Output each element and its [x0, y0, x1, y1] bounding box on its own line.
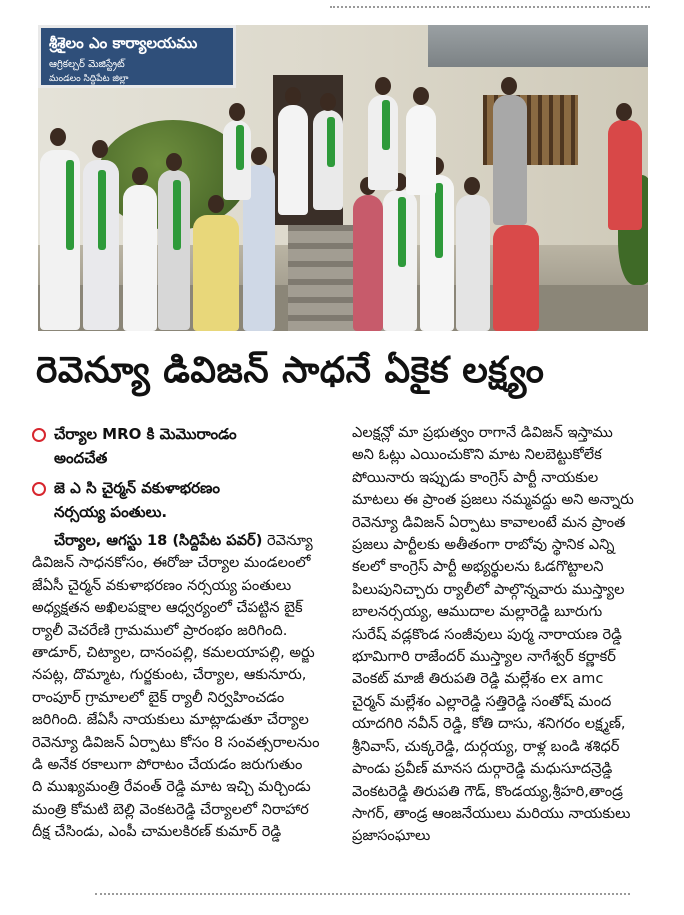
article-line: సురేష్ వడ్లకొండ సంజీవులు పుర్మ నారాయణ రెడ్డి — [352, 625, 622, 643]
article-line: కలలో కాంగ్రెస్ పార్టీ అభ్యర్థులను ఓడగొట్టాలని — [352, 558, 604, 576]
highlight-line: చేర్యాల MRO కి మెమొరాండం — [54, 425, 237, 443]
highlight-item — [32, 422, 340, 470]
article-line: బాలనర్సయ్య, ఆముదాల మల్లారెడ్డి బూరుగు — [352, 603, 603, 621]
signboard-subtitle: ఆగ్రికల్చర్ మెజిస్ట్రేట్ — [49, 59, 125, 70]
bullet-ring-icon — [32, 482, 46, 496]
article-line: ది ముఖ్యమంత్రి రేవంత్ రెడ్డి మాట ఇచ్చి మర్చిండు — [32, 778, 311, 796]
article-line: రాంపూర్ గ్రామాలలో బైక్ ర్యాలీ నిర్వహించడం — [32, 688, 285, 706]
article-line: డి అనేక రకాలుగా పోరాటం చేయడం జరుగుతుం — [32, 756, 303, 774]
right-column — [352, 422, 652, 848]
article-line: పిలుపునిచ్చారు ర్యాలీలో పాల్గొన్నవారు ముస్త్యాల — [352, 580, 625, 598]
article-line: తాడూర్, చిట్యాల, దానంపల్లి, కమలయాపల్లి, అర్జు — [32, 644, 315, 662]
article-line: సాగర్, తాండ్ర ఆంజనేయులు మరియు నాయకులు — [352, 804, 631, 822]
article-line: భూమిగారి రాజేందర్ ముస్త్యాల నాగేశ్వర్ కర్ణాకర్ — [352, 648, 616, 666]
article-line: జరిగింది. జేఏసీ నాయకులు మాట్లాడుతూ చేర్యాల — [32, 711, 309, 729]
article-text: రెవెన్యూ — [267, 532, 313, 549]
article-line: పాండు ప్రవీణ్ మానస దుర్గారెడ్డి మధుసూదన్రెడ్డి — [352, 760, 613, 778]
highlight-line: జె ఎ సి చైర్మన్ వకుళాభరణం — [54, 479, 220, 497]
highlights — [32, 422, 340, 530]
signboard-district: మండలం సిద్దిపేట జిల్లా — [49, 74, 129, 84]
article-line: మాటలు ఈ ప్రాంత ప్రజలు నమ్మవద్దు అని అన్నారు — [352, 491, 634, 509]
article-line: వెంకటరెడ్డి తిరుపతి గౌడ్, కొండయ్య,శ్రీహరి,తాండ్ర — [352, 782, 623, 800]
top-divider — [330, 6, 650, 8]
article-line: జేఏసీ చైర్మన్ వకుళాభరణం నర్సయ్య పంతులు — [32, 576, 292, 594]
office-signboard — [38, 25, 236, 88]
article-line: నపట్ల, దొమ్మాట, గుర్జకుంట, చేర్యాల, ఆకునూరు, — [32, 666, 307, 684]
article-line: శ్రీనివాస్, చుక్కరెడ్డి, దుర్గయ్య, రాళ్ల బండి శశిధర్ — [352, 737, 620, 755]
article-line: ర్యాలీ వెచరేణి గ్రామములో ప్రారంభం జరిగింది. — [32, 621, 288, 639]
article-line: అధ్యక్షతన అఖిలపక్షాల ఆధ్వర్యంలో చేపట్టిన బైక్ — [32, 599, 303, 617]
article-line: ఎలక్షన్లో మా ప్రభుత్వం రాగానే డివిజన్ ఇస్తాము — [352, 424, 613, 441]
highlight-line: అందచేత — [54, 449, 108, 467]
article-line: దీక్ష చేసిండు, ఎంపీ చామలకిరణ్ కుమార్ రెడ్డి — [32, 823, 282, 841]
article-line: డివిజన్ సాధనకోసం, ఈరోజు చేర్యాల మండలంలో — [32, 554, 311, 572]
bottom-divider — [95, 893, 630, 895]
news-photo — [38, 25, 648, 331]
article-line: మంత్రి కోమటి బెల్లి వెంకటరెడ్డి చేర్యాలలో నిరాహార — [32, 800, 309, 818]
article-dateline: చేర్యాల, ఆగస్టు 18 (సిద్దిపేట పవర్) — [54, 532, 263, 549]
article-line: రెవెన్యూ డివిజన్ ఏర్పాటు కోసం 8 సంవత్సరాలనుం — [32, 733, 320, 751]
highlight-line: నర్సయ్య పంతులు. — [54, 503, 168, 521]
signboard-title: శ్రీశైలం ఎం కార్యాలయము — [49, 34, 198, 52]
article-line: యాదగిరి నవీన్ రెడ్డి, కోతి దాసు, శనిగరం లక్ష్మణ్, — [352, 715, 626, 733]
article-line: ప్రజాసంఘాలు — [352, 827, 431, 845]
article-first-line — [32, 530, 340, 552]
article-line: వెంకట్ మాజీ తిరుపతి రెడ్డి మల్లేశం ex amc — [352, 670, 604, 688]
highlight-item — [32, 476, 340, 524]
left-column — [32, 422, 340, 844]
headline: రెవెన్యూ డివిజన్ సాధనే ఏకైక లక్ష్యం — [36, 350, 545, 391]
bullet-ring-icon — [32, 428, 46, 442]
article-line: ప్రజలు పార్టీలకు అతీతంగా రాబోవు స్థానిక ఎన్ని — [352, 536, 615, 554]
article-line: చైర్మన్ మల్లేశం ఎల్లారెడ్డి సత్తిరెడ్డి సంతోష్ మంద — [352, 692, 612, 710]
article-line: పోయినారు ఇప్పుడు కాంగ్రెస్ పార్టీ నాయకుల — [352, 468, 599, 486]
shed-roof — [428, 25, 648, 67]
article-line: రెవెన్యూ డివిజన్ ఏర్పాటు కావాలంటే మన ప్రాంత — [352, 513, 626, 531]
article-line: అని ఓట్లు ఎయించుకొని మాట నిలబెట్టుకోలేక — [352, 446, 602, 464]
